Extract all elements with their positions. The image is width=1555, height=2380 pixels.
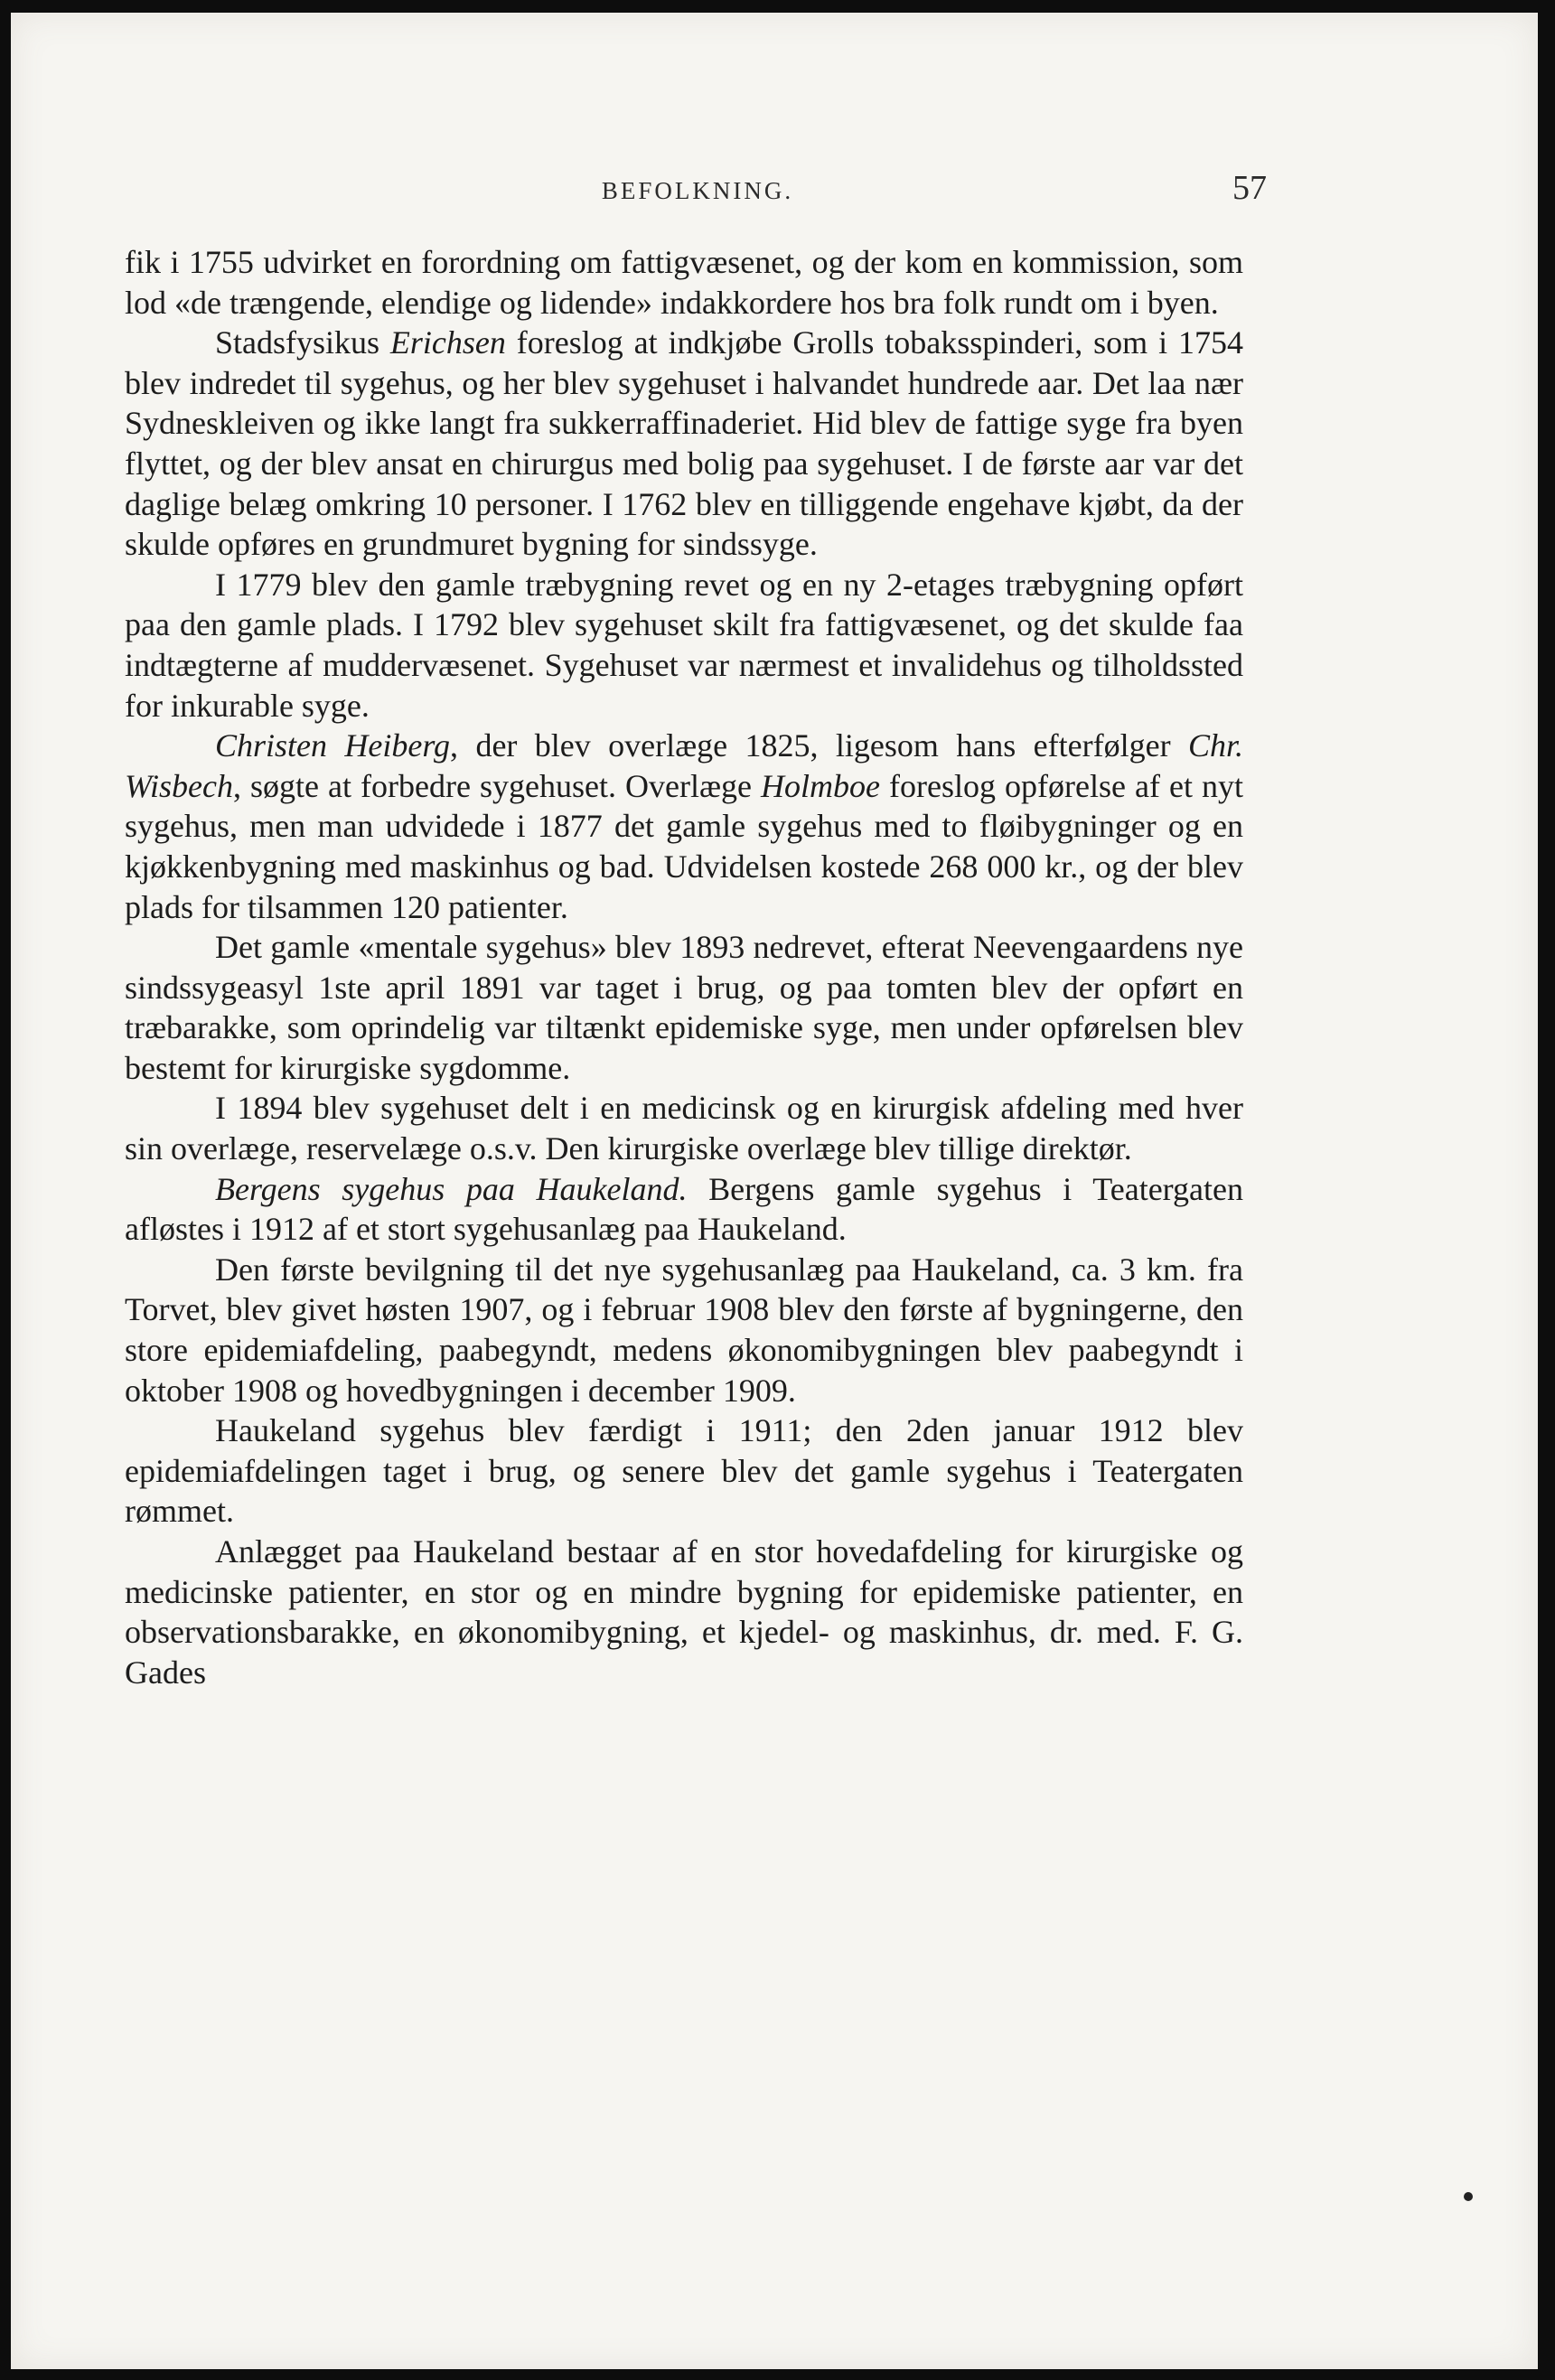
paragraph [125,1250,1243,1410]
paragraph [125,927,1243,1088]
section-heading-italic: Bergens sygehus paa Haukeland. [215,1170,688,1207]
paragraph [125,1088,1243,1168]
person-name-italic: Holmboe [761,767,880,804]
person-name-italic: Christen Heiberg [215,727,451,764]
page-number: 57 [1232,169,1267,207]
paragraph-text: Anlægget paa Haukeland bestaar af en stor hovedafdeling for kirurgiske og medicinske patienter, en stor og en mindre bygning for epidemiske patienter, en observationsbarakke, en økonomibygning, et kjedel- og maskinhus, dr. med. F. G. Gades [125,1533,1243,1691]
paragraph [125,1410,1243,1532]
paragraph [125,242,1243,323]
paragraph [125,1169,1243,1250]
page-header [128,168,1267,213]
paragraph-text: fik i 1755 udvirket en forordning om fattigvæsenet, og der kom en kommission, som lod «de trængende, elendige og lidende» indakkordere hos bra folk rundt om i byen. [125,244,1243,321]
person-name-italic: Erichsen [389,324,506,361]
paragraph-text: foreslog at indkjøbe Grolls tobaksspinderi, som i 1754 blev indredet til sygehus, og her blev sygehuset i halvandet hundrede aar. Det laa nær Sydneskleiven og ikke langt fra sukkerraffinaderiet. Hid blev de fattige syge fra byen flyttet, og der blev ansat en chirurgus med bolig paa sygehuset. I de første aar var det daglige belæg omkring 10 personer. I 1762 blev en tilliggende engehave kjøbt, da der skulde opføres en grundmuret bygning for sindssyge. [125,324,1243,563]
paragraph-text: foreslog opførelse af et nyt sygehus, men man udvidede i 1877 det gamle sygehus med to fløibygninger og en kjøkkenbygning med maskinhus og bad. Udvidelsen kostede 268 000 kr., og der blev plads for tilsammen 120 patienter. [125,767,1243,925]
body-text [125,242,1243,1692]
paragraph-text: Det gamle «mentale sygehus» blev 1893 nedrevet, efterat Neevengaardens nye sindssygeasyl 1ste april 1891 var taget i brug, og paa tomten blev der opført en træbarakke, som oprindelig var tiltænkt epidemiske syge, men under opførelsen blev bestemt for kirurgiske sygdomme. [125,929,1243,1086]
paragraph-text: I 1779 blev den gamle træbygning revet og en ny 2-etages træbygning opført paa den gamle plads. I 1792 blev sygehuset skilt fra fattigvæsenet, og det skulde faa indtægterne af muddervæsenet. Sygehuset var nærmest et invalidehus og tilholdssted for inkurable syge. [125,566,1243,724]
book-page [11,13,1538,2369]
running-head: BEFOLKNING. [601,177,794,204]
paragraph-text: , der blev overlæge 1825, ligesom hans efterfølger [450,727,1188,764]
paragraph [125,565,1243,726]
paragraph-text: Haukeland sygehus blev færdigt i 1911; den 2den januar 1912 blev epidemiafdelingen taget i brug, og senere blev det gamle sygehus i Teatergaten rømmet. [125,1412,1243,1530]
ink-speck [1464,2192,1473,2201]
paragraph-text: Den første bevilgning til det nye sygehusanlæg paa Haukeland, ca. 3 km. fra Torvet, blev givet høsten 1907, og i februar 1908 blev den første af bygningerne, den store epidemiafdeling, paabegyndt, medens økonomibygningen blev paabegyndt i oktober 1908 og hovedbygningen i december 1909. [125,1251,1243,1409]
paragraph-text: Stadsfysikus [215,324,390,361]
paragraph [125,323,1243,565]
person-name-italic: Chr. Wisbech [125,727,1243,804]
paragraph-text: , søgte at forbedre sygehuset. Overlæge [232,767,761,804]
paragraph [125,726,1243,927]
paragraph-text: Bergens gamle sygehus i Teatergaten afløstes i 1912 af et stort sygehusanlæg paa Haukeland. [125,1170,1243,1248]
paragraph-text: I 1894 blev sygehuset delt i en medicinsk og en kirurgisk afdeling med hver sin overlæge, reservelæge o.s.v. Den kirurgiske overlæge blev tillige direktør. [125,1090,1243,1167]
paragraph [125,1532,1243,1692]
